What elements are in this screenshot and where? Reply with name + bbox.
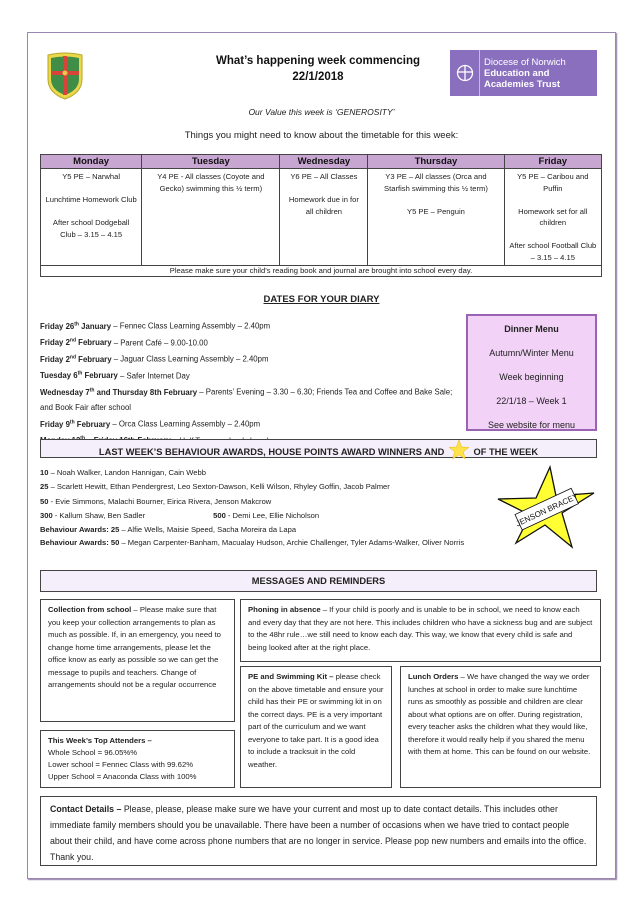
timetable bbox=[40, 154, 602, 277]
diocese-line-3: Academies Trust bbox=[484, 78, 561, 90]
behaviour-award-row bbox=[40, 537, 510, 550]
timetable-item: Y5 PE – Penguin bbox=[407, 206, 465, 216]
award-points: 300 bbox=[40, 510, 53, 520]
diary-text: – Jaguar Class Learning Assembly – 2.40pm bbox=[111, 354, 269, 364]
timetable-note-row bbox=[41, 266, 602, 277]
diary-date: Tuesday 6 bbox=[40, 371, 78, 381]
date-suffix: th bbox=[77, 370, 83, 377]
dinner-menu-title: Dinner Menu bbox=[504, 324, 559, 334]
separator: – bbox=[48, 468, 57, 477]
diary-entry bbox=[40, 415, 458, 432]
dinner-menu-week: 22/1/18 – Week 1 bbox=[496, 396, 567, 406]
dinner-menu-link-text: See website for menu bbox=[487, 420, 576, 430]
message-body: Please, please, please make sure we have your current and most up to date contact details. This includes other immediate family members should you be unavailable. There have been a number of occasions when we have tried to contact people about their child, and have come across phone numbers that are no longer in service. Please pop new numbers and emails into the office. Thank you. bbox=[50, 804, 587, 862]
diary-text: – Fennec Class Learning Assembly – 2.40pm bbox=[111, 321, 271, 331]
message-title: This Week’s Top Attenders – bbox=[48, 736, 152, 745]
pe-kit-message bbox=[240, 666, 392, 788]
separator: - bbox=[52, 510, 60, 520]
reading-book-note: Please make sure your child’s reading book and journal are brought into school every day. bbox=[41, 266, 602, 277]
award-names: – Megan Carpenter-Banham, Macualay Hudson, Archie Challenger, Tyler Adams-Walker, Oliver Norris bbox=[119, 538, 465, 548]
day-header-wednesday: Wednesday bbox=[280, 155, 368, 169]
dinner-menu-box bbox=[466, 314, 597, 431]
weekly-value: Our Value this week is ‘GENEROSITY’ bbox=[248, 107, 395, 117]
attendance-lower-school: Lower school = Fennec Class with 99.62% bbox=[48, 760, 194, 769]
message-title: Lunch Orders bbox=[408, 672, 459, 681]
diary-date-rest: February bbox=[76, 338, 112, 348]
diary-date: Friday 9 bbox=[40, 419, 70, 429]
diary-entry bbox=[40, 383, 458, 415]
diary-date: Friday 26 bbox=[40, 321, 75, 331]
date-suffix: th bbox=[69, 418, 75, 425]
newsletter-page bbox=[27, 32, 616, 879]
timetable-item: Homework set for all children bbox=[518, 206, 588, 227]
award-row bbox=[40, 480, 510, 494]
date-suffix: th bbox=[74, 321, 79, 327]
diary-text: – Parents’ Evening – 3.30 – 6.30; Friends Tea and Coffee and Bake Sale; and Book Fair after school bbox=[40, 387, 453, 412]
awards-list bbox=[40, 466, 510, 550]
behaviour-award-row bbox=[40, 523, 510, 537]
timetable-item: After school Dodgeball Club – 3.15 – 4.15 bbox=[52, 218, 130, 239]
date-suffix: th bbox=[89, 387, 95, 394]
timetable-item: Y5 PE – Narwhal bbox=[62, 172, 121, 181]
collection-message bbox=[40, 599, 235, 722]
message-body: – If your child is poorly and is unable to be in school, we need to know each and every day that they are not here. This includes children who have a sickness bug and are subject to the 48hr rule…we still need to know each day. This way, we know that every child is safe and being looked after at the right place. bbox=[248, 605, 593, 652]
timetable-intro: Things you might need to know about the timetable for this week: bbox=[184, 130, 459, 141]
timetable-item: Lunchtime Homework Club bbox=[45, 195, 137, 204]
message-title: Collection from school bbox=[48, 605, 132, 614]
diocese-logo bbox=[450, 50, 597, 96]
star-icon bbox=[494, 465, 596, 550]
diary-text: – Parent Café – 9.00-10.00 bbox=[111, 338, 208, 348]
behaviour-award-label: Behaviour Awards: 50 bbox=[40, 538, 120, 548]
timetable-item: Y4 PE - All classes (Coyote and Gecko) swimming this ½ term) bbox=[157, 172, 265, 193]
award-names: Scarlett Hewitt, Ethan Pendergrest, Leo Sexton-Dawson, Kelli Wilson, Rhyley Goffin, Jacob Palmer bbox=[56, 482, 390, 492]
day-header-tuesday: Tuesday bbox=[142, 155, 280, 169]
day-cell-friday bbox=[504, 169, 601, 266]
award-points: 500 bbox=[213, 510, 226, 520]
award-points: 25 bbox=[40, 482, 49, 492]
diary-entry bbox=[40, 317, 458, 334]
award-names: Evie Simmons, Malachi Bourner, Eirica Rivera, Jenson Makcrow bbox=[55, 496, 272, 506]
church-cross-icon bbox=[450, 50, 480, 96]
school-crest-icon bbox=[45, 51, 85, 101]
awards-heading-left: LAST WEEK’S BEHAVIOUR AWARDS, HOUSE POINTS AWARD WINNERS AND bbox=[98, 447, 445, 457]
contact-details-message bbox=[40, 796, 597, 866]
date-suffix: nd bbox=[69, 354, 77, 361]
diary-text: – Orca Class Learning Assembly – 2.40pm bbox=[110, 419, 261, 429]
diary-date: Wednesday 7 bbox=[40, 387, 90, 397]
message-body: – We have changed the way we order lunches at school in order to make sure lunchtime runs as smoothly as possible and children are clear about what options are on offer. During registration, every teacher asks the children what they would like, therefore it would really help if you shared the menu with them at home. This can be found on our website. bbox=[408, 672, 591, 756]
timetable-item: Homework due in for all children bbox=[288, 195, 359, 216]
diary-date-rest: February bbox=[76, 354, 112, 364]
diary-date-rest: February bbox=[82, 371, 118, 381]
date-suffix: nd bbox=[69, 337, 77, 344]
diary-entry bbox=[40, 334, 458, 351]
top-attenders bbox=[40, 730, 235, 788]
message-body: please check on the above timetable and ensure your child has their PE or swimming kit in on the correct days. PE is a very important part of the curriculum and we want everyone to take part. It is a good idea to include a tracksuit in the cold weather. bbox=[248, 672, 384, 769]
diocese-line-2: Education and bbox=[484, 67, 550, 79]
diary-date: Friday 2 bbox=[40, 354, 70, 364]
awards-heading bbox=[40, 439, 597, 458]
star-icon bbox=[449, 440, 469, 460]
lunch-orders-message bbox=[400, 666, 601, 788]
diary-list bbox=[40, 317, 458, 448]
award-row bbox=[40, 466, 510, 480]
award-points: 10 bbox=[40, 468, 49, 477]
timetable-item: Y3 PE – All classes (Orca and Starfish swimming this ½ term) bbox=[384, 172, 488, 193]
timetable-item: Y6 PE – All Classes bbox=[290, 172, 358, 181]
message-title: PE and Swimming Kit – bbox=[248, 672, 334, 681]
diary-text: – Safer Internet Day bbox=[117, 371, 190, 381]
title-line-1: What’s happening week commencing bbox=[215, 55, 421, 67]
day-cell-monday bbox=[41, 169, 142, 266]
day-header-thursday: Thursday bbox=[368, 155, 504, 169]
award-names: – Alfie Wells, Maisie Speed, Sacha Moreira da Lapa bbox=[119, 525, 297, 535]
diary-entry bbox=[40, 350, 458, 367]
dinner-menu-week-label: Week beginning bbox=[499, 372, 564, 382]
day-cell-tuesday bbox=[142, 169, 280, 266]
diary-entry bbox=[40, 367, 458, 384]
award-row bbox=[40, 509, 510, 523]
messages-heading: MESSAGES AND REMINDERS bbox=[40, 570, 597, 592]
award-points: 50 bbox=[40, 496, 49, 506]
attendance-whole-school: Whole School = 96.05%% bbox=[48, 748, 138, 757]
diocese-line-1: Diocese of Norwich bbox=[484, 56, 566, 68]
diary-date-rest: and Thursday 8th February bbox=[94, 387, 198, 397]
timetable-header-row bbox=[41, 155, 602, 169]
day-header-monday: Monday bbox=[41, 155, 142, 169]
award-names: Noah Walker, Landon Hannigan, Cain Webb bbox=[56, 468, 206, 477]
separator: - bbox=[48, 496, 56, 506]
award-row bbox=[40, 495, 510, 509]
behaviour-award-label: Behaviour Awards: 25 bbox=[40, 525, 120, 535]
message-title: Contact Details – bbox=[50, 804, 122, 814]
timetable-row bbox=[41, 169, 602, 266]
message-title: Phoning in absence bbox=[248, 605, 321, 614]
diary-date: Friday 2 bbox=[40, 338, 70, 348]
awards-heading-right: OF THE WEEK bbox=[473, 447, 539, 457]
day-header-friday: Friday bbox=[504, 155, 601, 169]
page-title bbox=[168, 53, 468, 85]
attendance-upper-school: Upper School = Anaconda Class with 100% bbox=[48, 772, 197, 781]
diary-date-rest: February bbox=[74, 419, 111, 429]
award-names: Kallum Shaw, Ben Sadler bbox=[59, 510, 146, 520]
star-of-week-name: JENSON BRACEY bbox=[514, 491, 580, 529]
separator: - bbox=[225, 510, 233, 520]
award-names: Demi Lee, Ellie Nicholson bbox=[232, 510, 320, 520]
diary-heading: DATES FOR YOUR DIARY bbox=[263, 294, 380, 305]
day-cell-wednesday bbox=[280, 169, 368, 266]
star-of-the-week bbox=[494, 465, 596, 550]
title-date: 22/1/2018 bbox=[292, 71, 344, 83]
message-body: – Please make sure that you keep your collection arrangements to plan as much as possible. If, in an emergency, you need to change home time arrangements, please let the office know as early as possible so we can get the message to pupils and teachers. Change of arrangements should not be a regular occurrence bbox=[48, 605, 221, 689]
separator: – bbox=[48, 482, 57, 492]
diary-date-rest: January bbox=[78, 321, 112, 331]
day-cell-thursday bbox=[368, 169, 504, 266]
phoning-absence-message bbox=[240, 599, 601, 662]
timetable-item: Y5 PE – Caribou and Puffin bbox=[517, 172, 589, 193]
timetable-item: After school Football Club – 3.15 – 4.15 bbox=[509, 241, 597, 262]
dinner-menu-season: Autumn/Winter Menu bbox=[489, 348, 574, 358]
